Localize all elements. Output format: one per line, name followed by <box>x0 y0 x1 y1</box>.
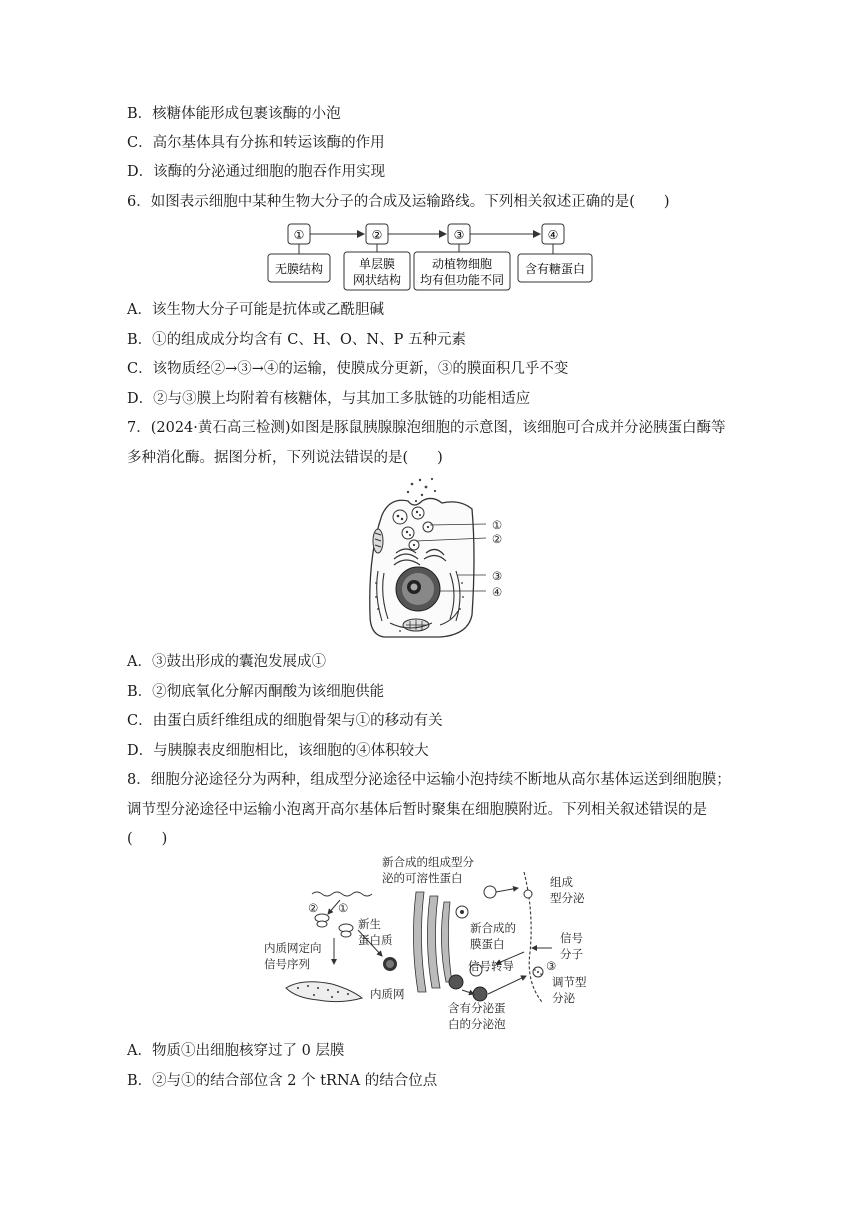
line-q6-c: C．该物质经②→③→④的运输，使膜成分更新，③的膜面积几乎不变 <box>127 361 569 377</box>
flow-node-3: ③ <box>453 228 465 242</box>
acinar-cell-figure <box>360 475 520 643</box>
line-q8-b: B．②与①的结合部位含 2 个 tRNA 的结合位点 <box>127 1073 438 1089</box>
sec-label-er-signal-2: 信号序列 <box>264 957 310 971</box>
line-q5-c: C．高尔基体具有分拣和转运该酶的作用 <box>127 135 385 151</box>
question-8-stem-2: 调节型分泌途径中运输小泡离开高尔基体后暂时聚集在细胞膜附近。下列相关叙述错误的是 <box>127 802 707 818</box>
line-q5-b: B．核糖体能形成包裹该酶的小泡 <box>127 106 341 122</box>
sec-label-reg-1: 调节型 <box>552 975 587 989</box>
flow-desc-1: 无膜结构 <box>274 262 324 276</box>
line-q7-c: C．由蛋白质纤维组成的细胞骨架与①的移动有关 <box>127 713 443 729</box>
sec-label-nascent-1: 新生 <box>358 917 381 931</box>
sec-label-er-signal-1: 内质网定向 <box>264 941 322 955</box>
sec-label-1: ① <box>338 901 349 915</box>
sec-label-vesicle-2: 白的分泌泡 <box>448 1017 506 1031</box>
flow-desc-4: 含有糖蛋白 <box>524 262 586 276</box>
sec-label-signal-2: 分子 <box>560 947 583 961</box>
line-q7-d: D．与胰腺表皮细胞相比，该细胞的④体积较大 <box>127 743 429 759</box>
line-q6-d: D．②与③膜上均附着有核糖体，与其加工多肽链的功能相适应 <box>127 391 531 407</box>
sec-label-new-mem-1: 新合成的 <box>470 921 516 935</box>
sec-label-new-const-1: 新合成的组成型分 <box>382 855 474 869</box>
line-q6-b: B．①的组成成分均含有 C、H、O、N、P 五种元素 <box>127 332 466 348</box>
line-q5-d: D．该酶的分泌通过细胞的胞吞作用实现 <box>127 164 386 180</box>
sec-label-nascent-2: 蛋白质 <box>358 933 393 947</box>
question-8-stem-1: 8．细胞分泌途径分为两种，组成型分泌途径中运输小泡持续不断地从高尔基体运送到细胞膜； <box>127 772 731 788</box>
sec-label-transduction: 信号转导 <box>468 959 514 973</box>
flow-desc-2a: 单层膜 <box>358 257 396 271</box>
sec-label-const-2: 型分泌 <box>550 891 585 905</box>
question-7-stem-2: 多种消化酶。据图分析，下列说法错误的是( ) <box>127 450 443 466</box>
flow-desc-2b: 网状结构 <box>352 273 402 287</box>
sec-label-vesicle-1: 含有分泌蛋 <box>448 1001 506 1015</box>
sec-label-3: ③ <box>546 959 557 973</box>
sec-label-new-const-2: 泌的可溶性蛋白 <box>382 871 463 885</box>
q6-flow-diagram <box>260 222 600 292</box>
cell-label-1: ① <box>491 518 503 532</box>
secretion-pathway-figure <box>262 852 602 1034</box>
question-7-stem-1: 7．(2024·黄石高三检测)如图是豚鼠胰腺腺泡细胞的示意图，该细胞可合成并分泌胰蛋白酶等 <box>127 420 726 436</box>
line-q8-a: A．物质①出细胞核穿过了 0 层膜 <box>127 1043 345 1059</box>
line-q7-b: B．②彻底氧化分解丙酮酸为该细胞供能 <box>127 684 385 700</box>
flow-desc-3a: 动植物细胞 <box>431 257 493 271</box>
sec-label-signal-1: 信号 <box>560 931 583 945</box>
cell-label-4: ④ <box>491 585 503 599</box>
sec-label-er: 内质网 <box>370 987 405 1001</box>
flow-node-4: ④ <box>547 228 559 242</box>
q6-flow-svg <box>260 222 600 292</box>
sec-label-reg-2: 分泌 <box>552 991 575 1005</box>
sec-label-2: ② <box>308 901 319 915</box>
question-6-stem: 6．如图表示细胞中某种生物大分子的合成及运输路线。下列相关叙述正确的是( ) <box>127 194 670 210</box>
cell-label-2: ② <box>491 532 503 546</box>
flow-node-1: ① <box>293 228 305 242</box>
cell-label-3: ③ <box>491 569 503 583</box>
sec-label-const-1: 组成 <box>550 875 573 889</box>
line-q6-a: A．该生物大分子可能是抗体或乙酰胆碱 <box>127 302 384 318</box>
flow-desc-3b: 均有但功能不同 <box>419 273 505 287</box>
question-8-stem-3: ( ) <box>127 831 168 847</box>
line-q7-a: A．③鼓出形成的囊泡发展成① <box>127 654 326 670</box>
sec-label-new-mem-2: 膜蛋白 <box>470 937 505 951</box>
flow-node-2: ② <box>371 228 383 242</box>
